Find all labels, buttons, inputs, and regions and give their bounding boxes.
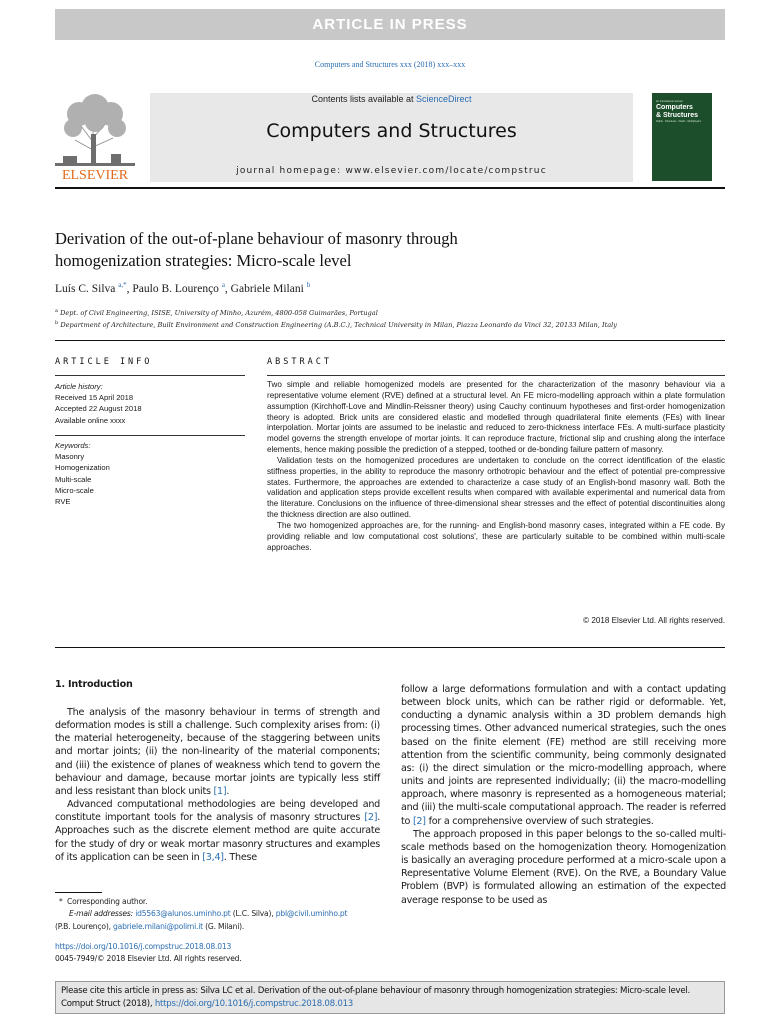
abstract-paragraph: The two homogenized approaches are, for the running- and English-bond masonry cases, integrated within a FE code. By providing reliable and low computational cost solutions', these are particularly suitable to be combined within multi-scale approaches. bbox=[267, 520, 725, 552]
elsevier-wordmark: ELSEVIER bbox=[61, 168, 129, 182]
body-text: . These bbox=[223, 851, 257, 863]
author-affiliation-mark[interactable]: a,* bbox=[118, 281, 127, 289]
citation-prefix: Comput Struct (2018), bbox=[61, 999, 155, 1009]
author-name: Luís C. Silva bbox=[55, 282, 116, 295]
body-column-left bbox=[55, 706, 380, 864]
sciencedirect-link[interactable]: ScienceDirect bbox=[416, 94, 472, 104]
section-heading-introduction: 1. Introduction bbox=[55, 679, 133, 690]
citation-line bbox=[61, 998, 719, 1011]
abstract-body bbox=[267, 380, 725, 554]
keyword: RVE bbox=[55, 497, 71, 507]
cover-subtitle: Solids · Structures · Fluids · Multiphysics bbox=[656, 120, 702, 123]
reference-link[interactable]: [2] bbox=[412, 815, 426, 827]
keyword: Micro-scale bbox=[55, 485, 94, 495]
body-paragraph: The approach proposed in this paper belongs to the so-called multi-scale methods based on the homogenization theory. Homogenization is basically an averaging procedure performed at a micro-scale upon a Representative Volume Element (RVE). On the RVE, a Boundary Value Problem (BVP) is formulated allowing an estimation of the expected average response to be used as bbox=[401, 828, 726, 906]
affiliation bbox=[55, 320, 617, 329]
reference-link[interactable]: [3,4] bbox=[202, 851, 224, 863]
history-item: Received 15 April 2018 bbox=[55, 393, 134, 403]
cover-title-line1: Computers bbox=[656, 104, 693, 111]
body-text: The analysis of the masonry behaviour in terms of strength and deformation modes is still a challenge. Such complexity arises from: (i) the material heterogeneity, because of the staggering between units and mortar joints; (ii) the non-linearity of the material components; and (iii) the existence of planes of weakness which tend to govern the behaviour and damage, because mortar joints are typically less stiff and less resistant than block units bbox=[55, 707, 380, 797]
copyright-notice: © 2018 Elsevier Ltd. All rights reserved. bbox=[583, 616, 725, 625]
paper-title bbox=[55, 228, 615, 272]
abstract-paragraph: Two simple and reliable homogenized models are presented for the characterization of the masonry behaviour via a representative volume element (RVE) defined at a structural level. An FE micro-modelling approach within a plate formulation assumption (Kirchhoff-Love and Mindlin-Reissner theory) using Cauchy continuum hypotheses and first-order homogenization theory is adopted. Brick units are considered elastic and modelled through quadrilateral finite elements (FEs) with linear interpolation. Mortar joints are assumed to be inelastic and reduced to zero-thickness interface FEs. A multi-surface plasticity model governs the strength envelope of mortar joints. It can reproduce fracture, frictional slip and crushing along the interface elements, hence making possible the prediction of a stepped, toothed or de-bonding failure pattern of masonry. bbox=[267, 380, 725, 455]
body-text: for a comprehensive overview of such strategies. bbox=[425, 815, 654, 827]
email-link[interactable]: id5563@alunos.uminho.pt bbox=[135, 909, 231, 919]
author-affiliation-mark[interactable]: a bbox=[221, 281, 225, 289]
corresponding-author-text: Corresponding author. bbox=[67, 897, 148, 906]
affiliation-text: Department of Architecture, Built Environment and Construction Engineering (A.B.C.), Technical University in Milan, Piazza Leonardo da Vinci 32, 20133 Milan, Italy bbox=[60, 321, 618, 330]
journal-title: Computers and Structures bbox=[266, 120, 517, 142]
body-paragraph bbox=[55, 798, 380, 864]
journal-homepage-link[interactable]: journal homepage: www.elsevier.com/locate/compstruc bbox=[236, 166, 547, 176]
author-name: Gabriele Milani bbox=[230, 282, 304, 295]
email-label: E-mail addresses: bbox=[69, 909, 134, 919]
citation-box bbox=[55, 981, 725, 1014]
email-owner: (L.C. Silva), bbox=[230, 909, 276, 919]
issn-line: 0045-7949/© 2018 Elsevier Ltd. All rights reserved. bbox=[55, 954, 242, 963]
citation-line: Please cite this article in press as: Silva LC et al. Derivation of the out-of-plane behaviour of masonry through homogenization strategies: Micro-scale level. bbox=[61, 986, 690, 996]
journal-reference-link[interactable]: Computers and Structures xxx (2018) xxx–xxx bbox=[314, 60, 466, 69]
body-text: follow a large deformations formulation and with a contact updating between block units, which can be rather rigid or deformable. Yet, conducting a dynamic analysis within a 3D problem demands high processing times. Other advanced numerical strategies, such the ones based on the finite element (FE) method are still receiving more attention from the scientific community, being commonly designated as: (i) the direct simulation or the micro-modelling approach, where units and joints are represented individually; (ii) the macro-modelling approach, where masonry is represented as a homogeneous material; and (iii) the multi-scale computational approach. The reader is referred to bbox=[401, 684, 726, 827]
affiliation-mark: b bbox=[55, 320, 59, 326]
citation-doi-link[interactable]: https://doi.org/10.1016/j.compstruc.2018.08.013 bbox=[154, 999, 354, 1009]
author-list: Luís C. Silva $^{a,*}$, Paulo B. Lourenço $^a$, Gabriele Milani $^b$ bbox=[55, 281, 311, 295]
abstract-heading: ABSTRACT bbox=[267, 357, 332, 367]
footnote-rule bbox=[55, 892, 102, 893]
paper-title-line2: homogenization strategies: Micro-scale level bbox=[55, 251, 352, 270]
keyword: Homogenization bbox=[55, 463, 110, 473]
article-info-rule bbox=[55, 375, 245, 376]
affiliation-text: Dept. of Civil Engineering, ISISE, University of Minho, Azurém, 4800-058 Guimarães, Portugal bbox=[60, 309, 378, 318]
article-history bbox=[55, 381, 142, 426]
abstract-rule bbox=[267, 375, 725, 376]
elsevier-tree-icon bbox=[55, 92, 135, 182]
article-in-press-banner: ARTICLE IN PRESS bbox=[55, 9, 725, 40]
footnotes bbox=[55, 896, 385, 933]
cover-title-line2: & Structures bbox=[656, 111, 699, 119]
abstract-paragraph: Validation tests on the homogenized procedures are undertaken to conclude on the correct identification of the elastic stiffness properties, in the ability to reproduce the masonry orthotropic behaviour and the effect of potential pre-compressive states. Furthermore, the approaches are extended to characterize a case study of an English-bond masonry wall. Both the validation and application steps provide excellent results when compared with available experimental and numerical data from the literature. Conclusions on the influence of three-dimensional shear stresses and the effect of potential discontinuities along the thickness direction are also outlined. bbox=[267, 455, 725, 520]
affiliation-mark: a bbox=[55, 308, 58, 314]
journal-cover-thumbnail[interactable] bbox=[652, 93, 712, 181]
section-rule bbox=[55, 647, 725, 648]
contents-availability-line bbox=[150, 94, 633, 104]
keywords bbox=[55, 440, 110, 507]
article-info-heading: ARTICLE INFO bbox=[55, 357, 153, 367]
author-affiliation-mark[interactable]: b bbox=[306, 281, 311, 289]
cover-title bbox=[656, 104, 698, 119]
contents-prefix: Contents lists available at bbox=[311, 94, 417, 104]
doi-link[interactable]: https://doi.org/10.1016/j.compstruc.2018.08.013 bbox=[55, 942, 232, 951]
history-label: Article history: bbox=[55, 382, 103, 391]
author-name: Paulo B. Lourenço bbox=[132, 282, 219, 295]
history-item: Available online xxxx bbox=[55, 415, 126, 425]
email-addresses bbox=[55, 908, 385, 920]
keyword: Multi-scale bbox=[55, 474, 92, 484]
history-item: Accepted 22 August 2018 bbox=[55, 404, 142, 414]
affiliation bbox=[55, 308, 378, 317]
paper-title-line1: Derivation of the out-of-plane behaviour of masonry through bbox=[55, 229, 458, 248]
email-link[interactable]: gabriele.milani@polimi.it bbox=[113, 921, 203, 931]
doi-block bbox=[55, 941, 242, 965]
body-paragraph bbox=[401, 683, 726, 828]
email-addresses-cont bbox=[55, 921, 385, 933]
body-text: Advanced computational methodologies are being developed and constitute important tools for the analysis of masonry structures bbox=[55, 799, 380, 824]
corresponding-author-note: * Corresponding author. bbox=[59, 897, 148, 906]
section-rule bbox=[55, 340, 725, 341]
email-owner: (P.B. Lourenço), bbox=[55, 921, 114, 931]
reference-link[interactable]: [2] bbox=[364, 812, 378, 824]
header-rule bbox=[55, 187, 725, 189]
keywords-label: Keywords: bbox=[55, 441, 91, 450]
body-paragraph: The analysis of the masonry behaviour in terms of strength and deformation modes is still a challenge. Such complexity arises from: (i) the material heterogeneity, because of the staggering between units and mortar joints; (ii) the non-linearity of the material components; and (iii) the existence of planes of weakness which tend to govern the behaviour and damage, because mortar joints are typically less stiff and less resistant than block units [1]. bbox=[55, 707, 380, 797]
keywords-rule bbox=[55, 435, 245, 436]
body-column-right bbox=[401, 683, 726, 907]
elsevier-logo bbox=[55, 92, 135, 182]
cover-kicker: An International Journal bbox=[656, 100, 683, 103]
keyword: Masonry bbox=[55, 452, 85, 462]
email-owner: (G. Milani). bbox=[202, 921, 245, 931]
email-link[interactable]: pbl@civil.uminho.pt bbox=[275, 909, 348, 919]
body-text: . Approaches such as the discrete element method are quite accurate for the study of dry or weak mortar masonry structures and examples of its application can be seen in bbox=[55, 812, 380, 863]
reference-link[interactable]: [1] bbox=[213, 785, 227, 797]
